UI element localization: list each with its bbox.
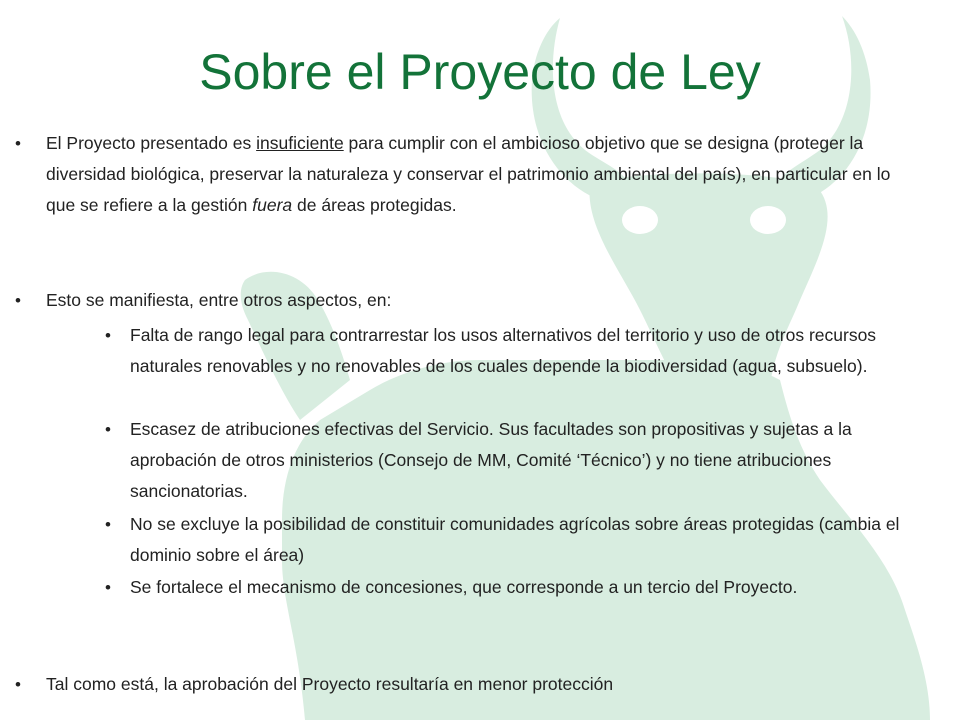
bullet-text (46, 128, 916, 221)
bullet-marker: • (15, 291, 21, 310)
bullet-marker: • (15, 675, 21, 694)
sub-bullet-item (105, 572, 930, 603)
bullet-marker: • (105, 326, 111, 345)
bullet-text: Esto se manifiesta, entre otros aspectos, en: (46, 290, 392, 310)
sub-bullet-text: No se excluye la posibilidad de constituir comunidades agrícolas sobre áreas protegidas (cambia el dominio sobre el área) (130, 514, 900, 565)
sub-bullet-text: Escasez de atribuciones efectivas del Servicio. Sus facultades son propositivas y sujetas a la aprobación de otros ministerios (Consejo de MM, Comité ‘Técnico’) y no tiene atribuciones sancionatorias. (130, 419, 852, 501)
sub-bullet-item (105, 320, 930, 382)
bullet-marker: • (105, 515, 111, 534)
sub-bullet-text: Falta de rango legal para contrarrestar los usos alternativos del territorio y uso de otros recursos naturales renovables y no renovables de los cuales depende la biodiversidad (agua, subsuelo). (130, 325, 877, 376)
bullet-item (15, 285, 916, 316)
bullet-text-end: de áreas protegidas. (292, 195, 457, 215)
bullet-text: Tal como está, la aprobación del Proyecto resultaría en menor protección (46, 674, 614, 694)
bullet-marker: • (105, 420, 111, 439)
sub-bullet-item (105, 414, 930, 507)
italic-word: fuera (252, 195, 293, 215)
bullet-text-middle: para cumplir con el ambicioso objetivo que se designa (proteger la diversidad biológica, preservar la naturaleza y conservar el patrimonio ambiental del país), en particular en lo que se refiere a la gestión (46, 133, 891, 215)
sub-bullet-text: Se fortalece el mecanismo de concesiones, que corresponde a un tercio del Proyecto. (130, 577, 798, 597)
slide-title: Sobre el Proyecto de Ley (199, 44, 761, 100)
underlined-word: insuficiente (256, 133, 344, 153)
bullet-marker: • (105, 578, 111, 597)
bullet-text-start: El Proyecto presentado es (46, 133, 257, 153)
bullet-item (15, 128, 916, 221)
bullet-marker: • (15, 134, 21, 153)
sub-bullet-item (105, 509, 930, 571)
bullet-item (15, 669, 916, 700)
